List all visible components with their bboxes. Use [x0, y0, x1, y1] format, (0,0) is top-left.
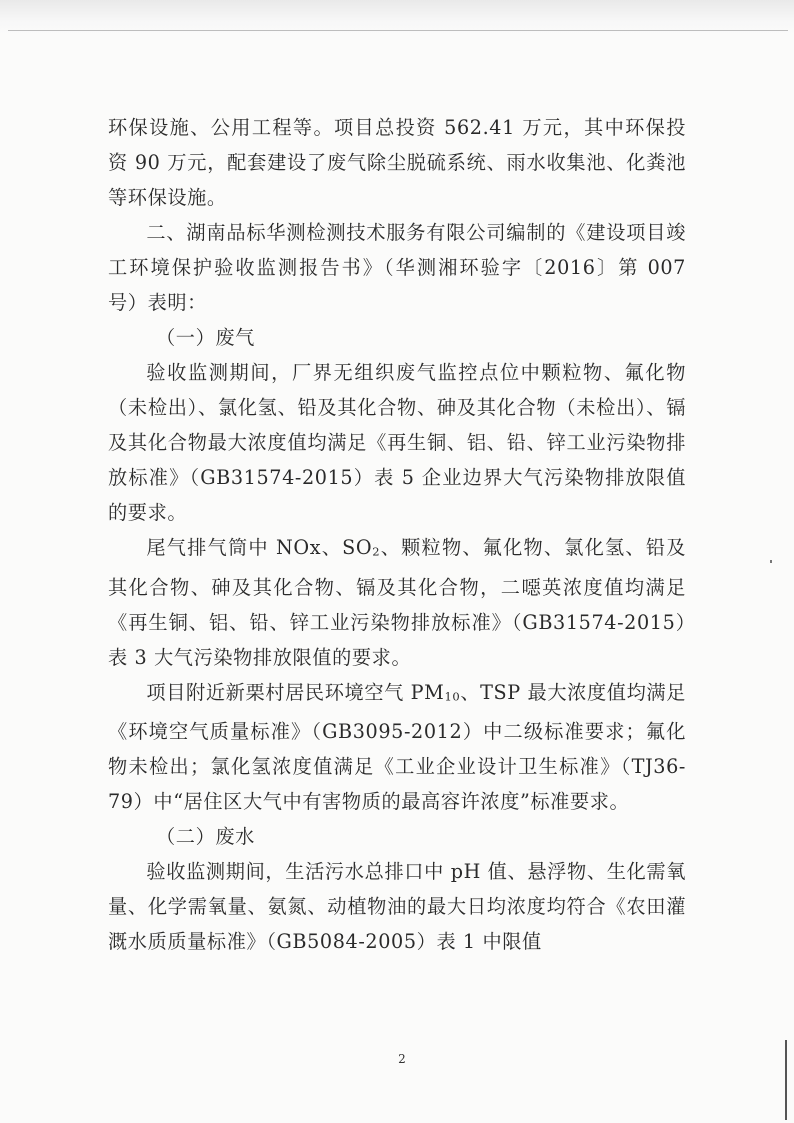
ambient-air-text-end: 、TSP 最大浓度值均满足《环境空气质量标准》（GB3095-2012）中二级标准要求；氟化物未检出；氯化氢浓度值满足《工业企业设计卫生标准》（TJ36-79）中“居住区大气中有害物质的最高容许浓度”标准要求。 — [108, 680, 686, 814]
scan-right-edge-line — [785, 1040, 787, 1120]
scan-top-edge — [0, 0, 794, 34]
pm10-subscript: 10 — [444, 689, 461, 704]
section-heading-waste-gas: （一）废气 — [156, 326, 255, 349]
paragraph-fugitive-emissions: 验收监测期间，厂界无组织废气监控点位中颗粒物、氟化物（未检出）、氯化氢、铅及其化合物、砷及其化合物（未检出）、镉及其化合物最大浓度值均满足《再生铜、铝、铅、锌工业污染物排放标准》（GB31574-2015）表 5 企业边界大气污染物排放限值的要求。 — [108, 361, 686, 524]
scan-speck — [770, 560, 772, 563]
paragraph-monitoring-report: 二、湖南品标华测检测技术服务有限公司编制的《建设项目竣工环境保护验收监测报告书》（华测湘环验字〔2016〕第 007 号）表明： — [108, 221, 686, 314]
section-heading-waste-water: （二）废水 — [156, 825, 255, 849]
paragraph-sewage-monitoring: 验收监测期间，生活污水总排口中 pH 值、悬浮物、生化需氧量、化学需氧量、氨氮、动植物油的最大日均浓度均符合《农田灌溉水质质量标准》（GB5084-2005）表 1 中限值 — [108, 860, 686, 954]
scan-top-line — [8, 30, 788, 31]
paragraph-project-investment: 环保设施、公用工程等。项目总投资 562.41 万元，其中环保投资 90 万元，配套建设了废气除尘脱硫系统、雨水收集池、化粪池等环保设施。 — [108, 116, 686, 209]
document-body — [108, 110, 686, 959]
so2-subscript: 2 — [372, 544, 381, 559]
stack-emissions-text-start: 尾气排气筒中 NOx、SO — [146, 536, 373, 559]
paragraph-stack-emissions — [108, 530, 686, 675]
paragraph-ambient-air — [108, 675, 686, 820]
stack-emissions-text-end: 、颗粒物、氟化物、氯化氢、铅及其化合物、砷及其化合物、镉及其化合物，二噁英浓度值均满足《再生铜、铝、铅、锌工业污染物排放标准》（GB31574-2015）表 3 大气污染物排放限值的要求。 — [108, 536, 686, 669]
ambient-air-text-start: 项目附近新栗村居民环境空气 PM — [146, 680, 445, 704]
page-number: 2 — [398, 1052, 406, 1066]
